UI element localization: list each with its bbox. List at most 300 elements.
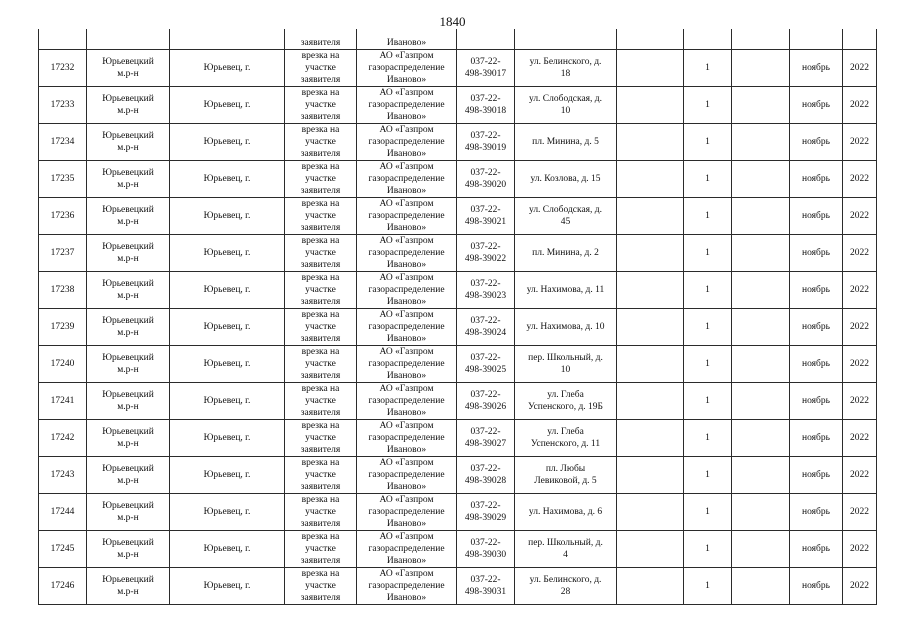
cell-code (457, 124, 515, 161)
cell-month-text: ноябрь (802, 100, 830, 110)
cell-month-text: ноябрь (802, 396, 830, 406)
cell-quantity-text: 1 (705, 581, 710, 591)
cell-month-text: ноябрь (802, 470, 830, 480)
cell-empty-1 (617, 124, 684, 161)
cell-organization-text: АО «Газпром газораспределение Иваново» (368, 125, 445, 159)
cell-empty-2 (732, 568, 790, 605)
cell-empty-2 (732, 383, 790, 420)
cell-empty-1 (617, 235, 684, 272)
table-row (39, 383, 877, 420)
table-row (39, 568, 877, 605)
cell-district-text: Юрьевецкий м.р-н (102, 390, 154, 412)
cell-address-text: пл. Минина, д. 2 (532, 248, 599, 258)
cell-address (515, 346, 617, 383)
cell-number-text: 17240 (50, 359, 75, 369)
cell-address-text: ул. Нахимова, д. 6 (528, 507, 603, 517)
cell-address (515, 383, 617, 420)
cell-code-text: 037-22- 498-39022 (464, 242, 507, 264)
cell-code-text: 037-22- 498-39020 (464, 168, 507, 190)
cell-organization (357, 383, 457, 420)
cell-month (790, 346, 843, 383)
cell-work-type-text: заявителя (300, 38, 341, 48)
cell-month (790, 494, 843, 531)
cell-year-text: 2022 (850, 100, 869, 110)
continuation-row (39, 29, 877, 50)
cell-city (170, 420, 285, 457)
cell-number (39, 457, 87, 494)
table-row (39, 272, 877, 309)
cell-month (790, 161, 843, 198)
cell-month (790, 457, 843, 494)
cell-number-text: 17245 (50, 544, 75, 554)
cell-number (39, 87, 87, 124)
cell-city (170, 568, 285, 605)
cell-address-text: ул. Глеба Успенского, д. 11 (530, 427, 601, 449)
cell-month (790, 87, 843, 124)
cell-month-text: ноябрь (802, 285, 830, 295)
cell-work-type-text: врезка на участке заявителя (300, 384, 341, 418)
cell-organization (357, 29, 457, 50)
cell-address (515, 420, 617, 457)
cell-year-text: 2022 (850, 137, 869, 147)
cell-address (515, 50, 617, 87)
cell-month-text: ноябрь (802, 174, 830, 184)
cell-quantity-text: 1 (705, 211, 710, 221)
cell-organization-text: АО «Газпром газораспределение Иваново» (368, 199, 445, 233)
cell-district (87, 161, 170, 198)
cell-work-type-text: врезка на участке заявителя (300, 421, 341, 455)
cell-month (790, 420, 843, 457)
cell-district-text: Юрьевецкий м.р-н (102, 94, 154, 116)
cell-work-type (285, 235, 357, 272)
cell-quantity (684, 29, 732, 50)
cell-code (457, 272, 515, 309)
cell-code-text: 037-22- 498-39018 (464, 94, 507, 116)
cell-address (515, 568, 617, 605)
cell-year (843, 346, 877, 383)
cell-quantity (684, 346, 732, 383)
cell-number (39, 346, 87, 383)
table-row (39, 50, 877, 87)
cell-quantity-text: 1 (705, 174, 710, 184)
cell-month (790, 531, 843, 568)
cell-city (170, 124, 285, 161)
cell-organization (357, 87, 457, 124)
cell-number-text: 17237 (50, 248, 75, 258)
cell-work-type-text: врезка на участке заявителя (300, 347, 341, 381)
cell-work-type-text: врезка на участке заявителя (300, 199, 341, 233)
cell-month-text: ноябрь (802, 63, 830, 73)
cell-work-type (285, 568, 357, 605)
cell-work-type-text: врезка на участке заявителя (300, 458, 341, 492)
cell-empty-1 (617, 346, 684, 383)
cell-organization-text: АО «Газпром газораспределение Иваново» (368, 273, 445, 307)
cell-district (87, 494, 170, 531)
table-row (39, 87, 877, 124)
cell-month-text: ноябрь (802, 211, 830, 221)
cell-code (457, 383, 515, 420)
cell-work-type-text: врезка на участке заявителя (300, 125, 341, 159)
cell-number-text: 17234 (50, 137, 75, 147)
cell-organization (357, 198, 457, 235)
cell-number-text: 17242 (50, 433, 75, 443)
cell-work-type-text: врезка на участке заявителя (300, 495, 341, 529)
cell-number (39, 29, 87, 50)
cell-district-text: Юрьевецкий м.р-н (102, 575, 154, 597)
cell-number (39, 494, 87, 531)
cell-district (87, 568, 170, 605)
cell-empty-2 (732, 531, 790, 568)
cell-work-type (285, 161, 357, 198)
table-row (39, 494, 877, 531)
cell-address (515, 87, 617, 124)
cell-city-text: Юрьевец, г. (203, 248, 251, 258)
cell-number-text: 17232 (50, 63, 75, 73)
cell-year (843, 50, 877, 87)
cell-organization (357, 457, 457, 494)
cell-work-type (285, 420, 357, 457)
cell-number (39, 161, 87, 198)
cell-year (843, 87, 877, 124)
cell-address-text: пер. Школьный, д. 10 (528, 353, 603, 375)
cell-work-type-text: врезка на участке заявителя (300, 273, 341, 307)
cell-empty-1 (617, 568, 684, 605)
cell-empty-2 (732, 198, 790, 235)
cell-quantity-text: 1 (705, 100, 710, 110)
cell-quantity-text: 1 (705, 248, 710, 258)
cell-organization (357, 531, 457, 568)
cell-quantity (684, 309, 732, 346)
cell-month (790, 568, 843, 605)
cell-month-text: ноябрь (802, 137, 830, 147)
cell-year (843, 272, 877, 309)
cell-empty-2 (732, 457, 790, 494)
cell-address (515, 272, 617, 309)
cell-number-text: 17244 (50, 507, 75, 517)
cell-quantity (684, 457, 732, 494)
cell-empty-2 (732, 272, 790, 309)
cell-city (170, 383, 285, 420)
cell-year (843, 494, 877, 531)
cell-empty-1 (617, 272, 684, 309)
cell-address (515, 494, 617, 531)
cell-work-type (285, 494, 357, 531)
cell-number-text: 17235 (50, 174, 75, 184)
cell-year (843, 531, 877, 568)
cell-month-text: ноябрь (802, 544, 830, 554)
cell-month-text: ноябрь (802, 581, 830, 591)
cell-code (457, 531, 515, 568)
cell-district (87, 309, 170, 346)
cell-organization-text: АО «Газпром газораспределение Иваново» (368, 458, 445, 492)
cell-quantity-text: 1 (705, 396, 710, 406)
cell-month-text: ноябрь (802, 433, 830, 443)
cell-district (87, 235, 170, 272)
cell-empty-1 (617, 29, 684, 50)
cell-work-type (285, 272, 357, 309)
cell-year (843, 161, 877, 198)
cell-year-text: 2022 (850, 63, 869, 73)
cell-empty-2 (732, 235, 790, 272)
cell-code-text: 037-22- 498-39023 (464, 279, 507, 301)
cell-year (843, 235, 877, 272)
table-row (39, 346, 877, 383)
cell-year (843, 309, 877, 346)
cell-work-type (285, 29, 357, 50)
cell-address-text: пер. Школьный, д. 4 (528, 538, 603, 560)
cell-work-type (285, 50, 357, 87)
cell-number (39, 124, 87, 161)
cell-city-text: Юрьевец, г. (203, 396, 251, 406)
cell-district-text: Юрьевецкий м.р-н (102, 57, 154, 79)
cell-work-type-text: врезка на участке заявителя (300, 532, 341, 566)
cell-code-text: 037-22- 498-39031 (464, 575, 507, 597)
cell-district (87, 272, 170, 309)
cell-month (790, 235, 843, 272)
cell-city (170, 87, 285, 124)
cell-number-text: 17236 (50, 211, 75, 221)
table-row (39, 309, 877, 346)
cell-organization (357, 50, 457, 87)
cell-district-text: Юрьевецкий м.р-н (102, 242, 154, 264)
cell-district (87, 198, 170, 235)
cell-code-text: 037-22- 498-39030 (464, 538, 507, 560)
cell-address (515, 235, 617, 272)
cell-quantity (684, 420, 732, 457)
table-row (39, 420, 877, 457)
cell-organization-text: АО «Газпром газораспределение Иваново» (368, 495, 445, 529)
cell-address-text: ул. Белинского, д. 18 (529, 57, 602, 79)
cell-number (39, 383, 87, 420)
cell-empty-1 (617, 50, 684, 87)
cell-organization (357, 272, 457, 309)
cell-code (457, 457, 515, 494)
cell-organization-text: АО «Газпром газораспределение Иваново» (368, 421, 445, 455)
cell-address-text: ул. Слободская, д. 10 (528, 94, 603, 116)
cell-work-type (285, 457, 357, 494)
cell-quantity-text: 1 (705, 359, 710, 369)
cell-city-text: Юрьевец, г. (203, 359, 251, 369)
cell-quantity-text: 1 (705, 507, 710, 517)
cell-address-text: ул. Нахимова, д. 10 (526, 322, 605, 332)
cell-code (457, 346, 515, 383)
cell-code (457, 494, 515, 531)
cell-month-text: ноябрь (802, 322, 830, 332)
cell-code (457, 309, 515, 346)
cell-district-text: Юрьевецкий м.р-н (102, 131, 154, 153)
cell-empty-1 (617, 531, 684, 568)
cell-city-text: Юрьевец, г. (203, 285, 251, 295)
cell-code (457, 29, 515, 50)
cell-quantity-text: 1 (705, 63, 710, 73)
cell-number (39, 531, 87, 568)
cell-month (790, 50, 843, 87)
cell-work-type (285, 87, 357, 124)
cell-work-type (285, 309, 357, 346)
table-row (39, 531, 877, 568)
cell-number-text: 17246 (50, 581, 75, 591)
cell-city-text: Юрьевец, г. (203, 63, 251, 73)
cell-address-text: ул. Слободская, д. 45 (528, 205, 603, 227)
cell-city (170, 494, 285, 531)
cell-code-text: 037-22- 498-39024 (464, 316, 507, 338)
cell-district (87, 346, 170, 383)
cell-quantity (684, 383, 732, 420)
cell-district (87, 124, 170, 161)
cell-year-text: 2022 (850, 285, 869, 295)
cell-number (39, 198, 87, 235)
cell-city (170, 161, 285, 198)
cell-quantity-text: 1 (705, 285, 710, 295)
table-row (39, 457, 877, 494)
cell-quantity (684, 198, 732, 235)
cell-quantity (684, 87, 732, 124)
cell-number-text: 17238 (50, 285, 75, 295)
cell-organization-text: Иваново» (386, 38, 427, 48)
cell-month (790, 383, 843, 420)
cell-year (843, 457, 877, 494)
table-row (39, 161, 877, 198)
cell-address-text: ул. Козлова, д. 15 (530, 174, 601, 184)
cell-city-text: Юрьевец, г. (203, 174, 251, 184)
cell-empty-2 (732, 346, 790, 383)
cell-address (515, 531, 617, 568)
cell-organization-text: АО «Газпром газораспределение Иваново» (368, 236, 445, 270)
cell-empty-2 (732, 494, 790, 531)
cell-empty-1 (617, 457, 684, 494)
cell-organization-text: АО «Газпром газораспределение Иваново» (368, 384, 445, 418)
cell-number-text: 17233 (50, 100, 75, 110)
cell-empty-2 (732, 161, 790, 198)
cell-number (39, 50, 87, 87)
cell-number (39, 309, 87, 346)
cell-city-text: Юрьевец, г. (203, 322, 251, 332)
cell-district (87, 457, 170, 494)
cell-work-type-text: врезка на участке заявителя (300, 88, 341, 122)
cell-city (170, 29, 285, 50)
cell-year-text: 2022 (850, 433, 869, 443)
cell-quantity-text: 1 (705, 322, 710, 332)
cell-empty-1 (617, 494, 684, 531)
cell-organization-text: АО «Газпром газораспределение Иваново» (368, 51, 445, 85)
cell-work-type (285, 198, 357, 235)
cell-address-text: пл. Любы Левиковой, д. 5 (534, 464, 597, 486)
cell-work-type-text: врезка на участке заявителя (300, 236, 341, 270)
cell-number (39, 272, 87, 309)
cell-district (87, 531, 170, 568)
cell-code-text: 037-22- 498-39025 (464, 353, 507, 375)
cell-district-text: Юрьевецкий м.р-н (102, 279, 154, 301)
cell-code-text: 037-22- 498-39026 (464, 390, 507, 412)
cell-empty-1 (617, 309, 684, 346)
table-row (39, 124, 877, 161)
cell-empty-1 (617, 198, 684, 235)
cell-district-text: Юрьевецкий м.р-н (102, 316, 154, 338)
cell-year-text: 2022 (850, 544, 869, 554)
cell-quantity (684, 494, 732, 531)
cell-year (843, 383, 877, 420)
cell-year-text: 2022 (850, 396, 869, 406)
cell-year (843, 29, 877, 50)
cell-work-type-text: врезка на участке заявителя (300, 569, 341, 603)
cell-quantity (684, 235, 732, 272)
cell-district-text: Юрьевецкий м.р-н (102, 168, 154, 190)
cell-city (170, 235, 285, 272)
cell-empty-1 (617, 420, 684, 457)
cell-district (87, 29, 170, 50)
cell-year-text: 2022 (850, 322, 869, 332)
cell-work-type-text: врезка на участке заявителя (300, 310, 341, 344)
cell-organization (357, 235, 457, 272)
cell-address (515, 161, 617, 198)
cell-quantity-text: 1 (705, 137, 710, 147)
cell-empty-2 (732, 124, 790, 161)
cell-city-text: Юрьевец, г. (203, 581, 251, 591)
cell-work-type (285, 383, 357, 420)
cell-city (170, 198, 285, 235)
cell-address (515, 198, 617, 235)
cell-organization-text: АО «Газпром газораспределение Иваново» (368, 88, 445, 122)
cell-empty-1 (617, 87, 684, 124)
cell-city-text: Юрьевец, г. (203, 433, 251, 443)
cell-empty-2 (732, 87, 790, 124)
cell-code-text: 037-22- 498-39019 (464, 131, 507, 153)
cell-year-text: 2022 (850, 248, 869, 258)
cell-quantity (684, 568, 732, 605)
cell-year (843, 198, 877, 235)
cell-code-text: 037-22- 498-39017 (464, 57, 507, 79)
page-number: 1840 (439, 14, 466, 29)
cell-organization-text: АО «Газпром газораспределение Иваново» (368, 310, 445, 344)
cell-district (87, 383, 170, 420)
cell-district (87, 420, 170, 457)
cell-district-text: Юрьевецкий м.р-н (102, 353, 154, 375)
cell-city-text: Юрьевец, г. (203, 544, 251, 554)
cell-code (457, 235, 515, 272)
cell-address (515, 29, 617, 50)
table-row (39, 198, 877, 235)
cell-quantity (684, 272, 732, 309)
cell-quantity (684, 124, 732, 161)
cell-code (457, 568, 515, 605)
cell-organization (357, 309, 457, 346)
registry-table (38, 29, 877, 605)
cell-city (170, 457, 285, 494)
cell-organization (357, 568, 457, 605)
cell-organization (357, 346, 457, 383)
table-row (39, 235, 877, 272)
cell-district-text: Юрьевецкий м.р-н (102, 427, 154, 449)
cell-district-text: Юрьевецкий м.р-н (102, 538, 154, 560)
cell-organization-text: АО «Газпром газораспределение Иваново» (368, 569, 445, 603)
cell-code (457, 420, 515, 457)
cell-quantity (684, 50, 732, 87)
cell-year (843, 568, 877, 605)
cell-code-text: 037-22- 498-39029 (464, 501, 507, 523)
cell-city-text: Юрьевец, г. (203, 507, 251, 517)
cell-month (790, 29, 843, 50)
cell-month-text: ноябрь (802, 248, 830, 258)
cell-organization-text: АО «Газпром газораспределение Иваново» (368, 162, 445, 196)
cell-organization-text: АО «Газпром газораспределение Иваново» (368, 532, 445, 566)
cell-address (515, 457, 617, 494)
cell-code (457, 50, 515, 87)
cell-city-text: Юрьевец, г. (203, 470, 251, 480)
cell-month (790, 198, 843, 235)
cell-city (170, 272, 285, 309)
cell-quantity-text: 1 (705, 433, 710, 443)
cell-empty-2 (732, 29, 790, 50)
